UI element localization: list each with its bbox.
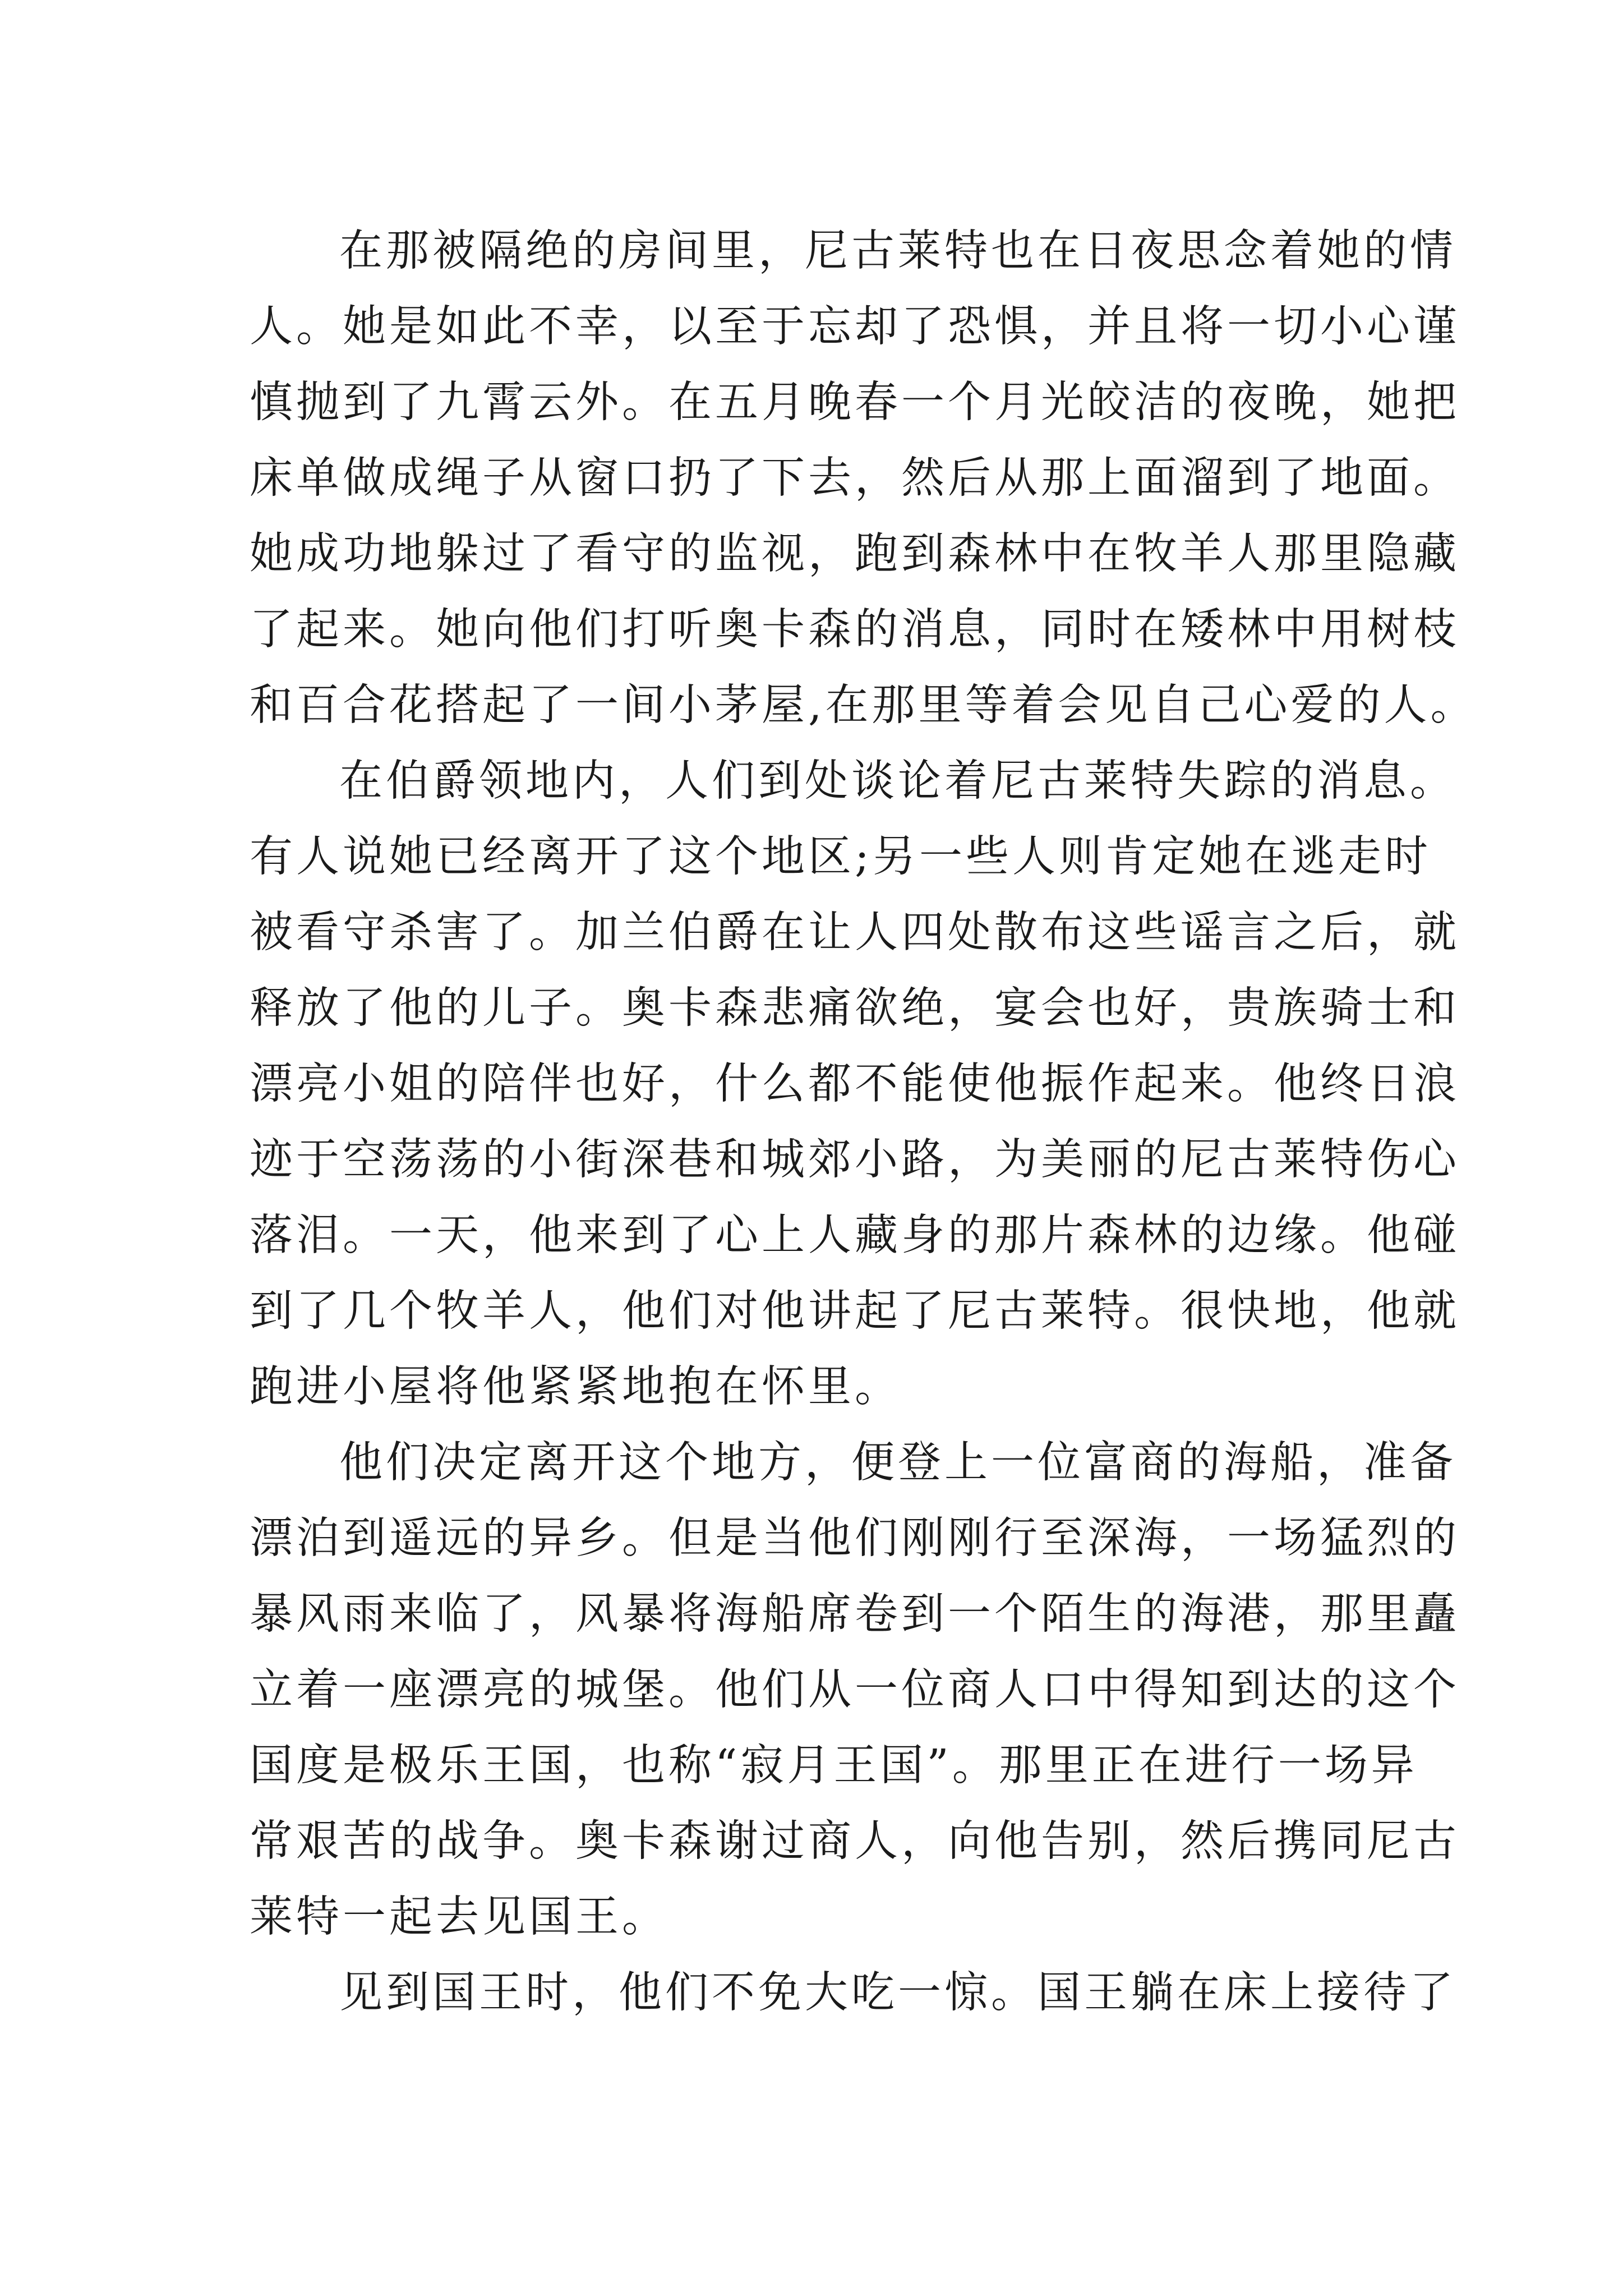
paragraph-line: 释放了他的儿子。奥卡森悲痛欲绝，宴会也好，贵族骑士和 bbox=[250, 983, 1460, 1033]
paragraph-line: 和百合花搭起了一间小茅屋,在那里等着会见自己心爱的人。 bbox=[250, 680, 1477, 730]
paragraph-line: 立着一座漂亮的城堡。他们从一位商人口中得知到达的这个 bbox=[250, 1665, 1460, 1715]
body-text bbox=[250, 213, 1477, 2031]
paragraph-line: 常艰苦的战争。奥卡森谢过商人，向他告别，然后携同尼古 bbox=[250, 1816, 1460, 1866]
paragraph-line: 了起来。她向他们打听奥卡森的消息，同时在矮林中用树枝 bbox=[250, 605, 1460, 655]
paragraph-line: 暴风雨来临了，风暴将海船席卷到一个陌生的海港，那里矗 bbox=[250, 1589, 1460, 1639]
paragraph-line: 跑进小屋将他紧紧地抱在怀里。 bbox=[250, 1362, 901, 1412]
paragraph-line: 到了几个牧羊人，他们对他讲起了尼古莱特。很快地，他就 bbox=[250, 1286, 1460, 1336]
paragraph-line: 漂泊到遥远的异乡。但是当他们刚刚行至深海，一场猛烈的 bbox=[250, 1513, 1460, 1563]
paragraph-line: 见到国王时，他们不免大吃一惊。国王躺在床上接待了 bbox=[339, 1968, 1456, 2018]
paragraph-line: 被看守杀害了。加兰伯爵在让人四处散布这些谣言之后，就 bbox=[250, 908, 1460, 958]
paragraph-line: 床单做成绳子从窗口扔了下去，然后从那上面溜到了地面。 bbox=[250, 453, 1460, 503]
paragraph-line: 她成功地躲过了看守的监视，跑到森林中在牧羊人那里隐藏 bbox=[250, 529, 1460, 579]
paragraph-line: 有人说她已经离开了这个地区;另一些人则肯定她在逃走时 bbox=[250, 832, 1431, 882]
paragraph-line: 人。她是如此不幸，以至于忘却了恐惧，并且将一切小心谨 bbox=[250, 302, 1460, 352]
paragraph-line: 他们决定离开这个地方，便登上一位富商的海船，准备 bbox=[339, 1438, 1456, 1488]
paragraph-line: 莱特一起去见国王。 bbox=[250, 1892, 668, 1942]
paragraph-line: 国度是极乐王国，也称“寂月王国”。那里正在进行一场异 bbox=[250, 1741, 1418, 1791]
paragraph-line: 在那被隔绝的房间里，尼古莱特也在日夜思念着她的情 bbox=[339, 226, 1456, 276]
paragraph-line: 落泪。一天，他来到了心上人藏身的那片森林的边缘。他碰 bbox=[250, 1211, 1460, 1260]
paragraph-line: 在伯爵领地内，人们到处谈论着尼古莱特失踪的消息。 bbox=[339, 756, 1456, 806]
paragraph-line: 慎抛到了九霄云外。在五月晚春一个月光皎洁的夜晚，她把 bbox=[250, 378, 1460, 427]
paragraph-line: 漂亮小姐的陪伴也好，什么都不能使他振作起来。他终日浪 bbox=[250, 1059, 1460, 1109]
paragraph-line: 迹于空荡荡的小街深巷和城郊小路，为美丽的尼古莱特伤心 bbox=[250, 1135, 1460, 1185]
